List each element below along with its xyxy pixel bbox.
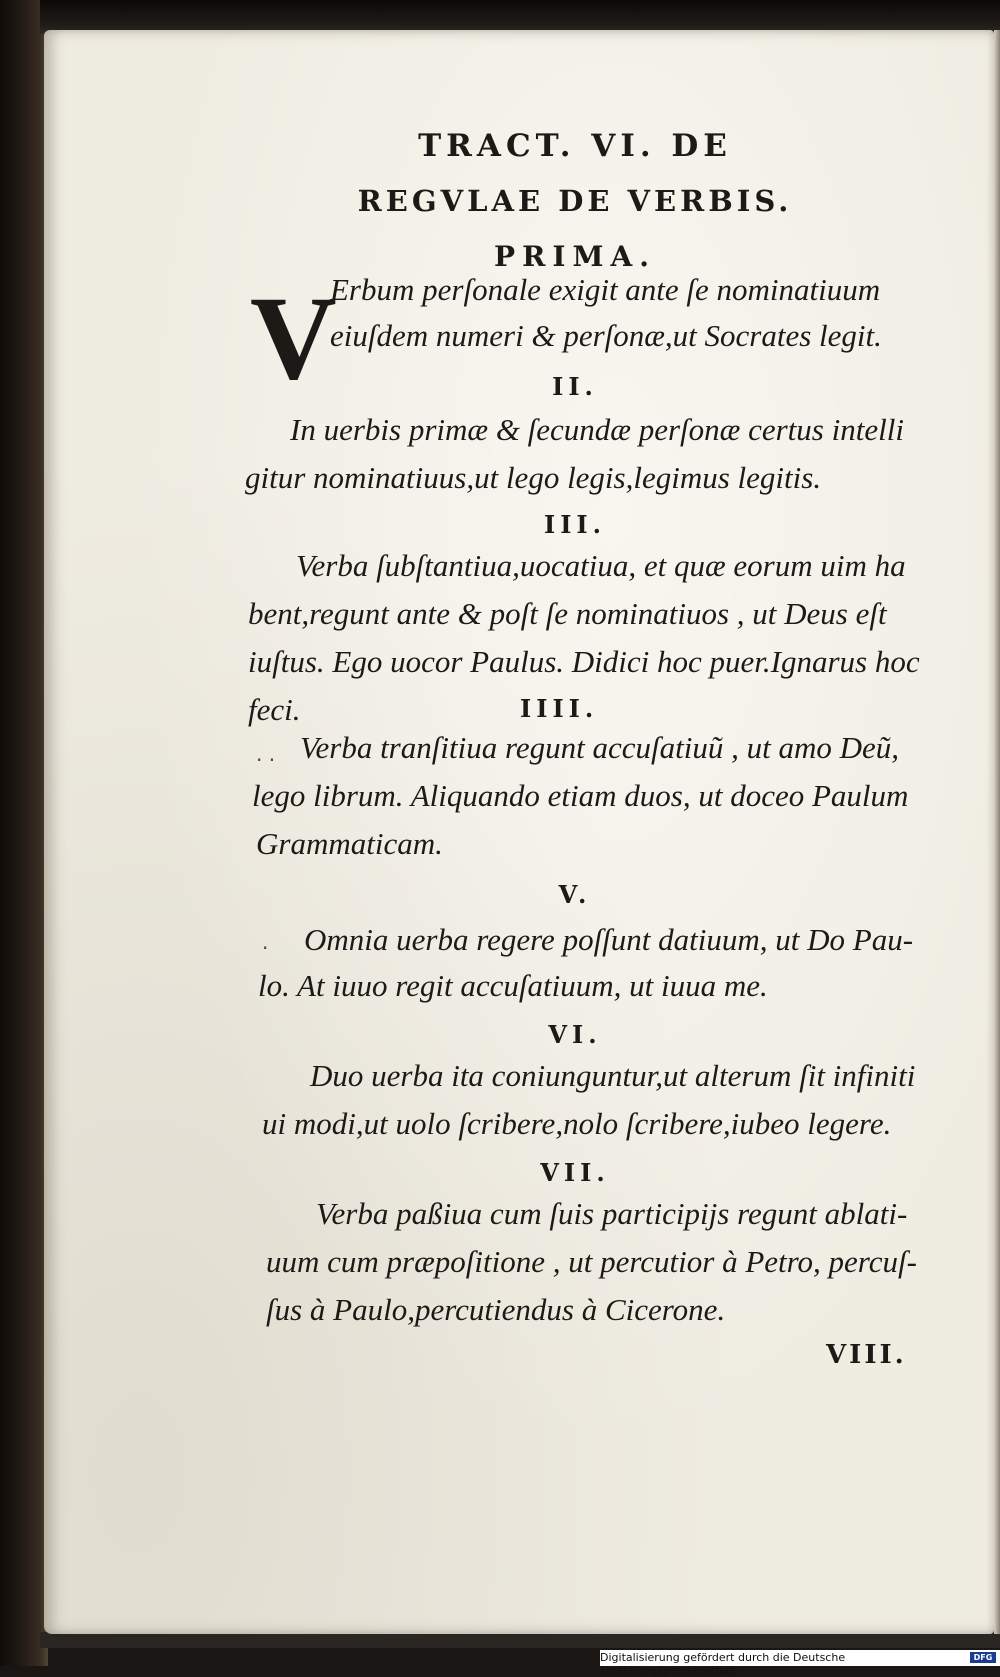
text-line: Verba paßiua cum ſuis participijs regunt ablati-: [316, 1196, 908, 1231]
text-line: lo. At iuuo regit accuſatiuum, ut iuua me.: [258, 968, 768, 1003]
text-line: In uerbis primæ & ſecundæ perſonæ certus intelli: [290, 412, 904, 447]
text-line: feci.: [248, 692, 301, 727]
text-line: Grammaticam.: [256, 826, 443, 861]
text-line: Verba ſubſtantiua,uocatiua, et quæ eorum uim ha: [296, 548, 906, 583]
rule-number: IIII.: [520, 694, 599, 723]
text-line: iuſtus. Ego uocor Paulus. Didici hoc puer.Ignarus hoc: [248, 644, 920, 679]
text-line: Duo uerba ita coniunguntur,ut alterum ſit infiniti: [310, 1058, 916, 1093]
text-line: lego librum. Aliquando etiam duos, ut doceo Paulum: [252, 778, 909, 813]
section-title: REGVLAE DE VERBIS.: [357, 184, 793, 218]
rule-number: VI.: [548, 1020, 602, 1049]
book-binding: [0, 0, 48, 1666]
rule-number: III.: [543, 510, 607, 539]
text-line: eiuſdem numeri & perſonæ,ut Socrates legit.: [330, 318, 882, 353]
rule-title-prima: PRIMA.: [494, 240, 656, 273]
book-top-edge: [40, 0, 1000, 34]
ink-mark: ·: [262, 936, 269, 960]
footer-bar: [600, 1650, 1000, 1677]
dfg-logo: DFG: [970, 1652, 996, 1663]
book-bottom-edge: [40, 1632, 1000, 1648]
text-line: Verba tranſitiua regunt accuſatiuũ , ut amo Deũ,: [300, 730, 899, 765]
text-line: Erbum perſonale exigit ante ſe nominatiuum: [330, 272, 881, 307]
drop-cap: V: [250, 271, 337, 404]
page-fore-edge: [994, 30, 1000, 1634]
catchword: VIII.: [826, 1340, 907, 1370]
text-line: gitur nominatiuus,ut lego legis,legimus legitis.: [245, 460, 822, 495]
rule-number: VII.: [540, 1158, 610, 1187]
text-line: Omnia uerba regere poſſunt datiuum, ut Do Pau-: [304, 922, 914, 957]
text-line: uum cum præpoſitione , ut percutior à Petro, percuſ-: [266, 1244, 917, 1279]
footer-credit: Digitalisierung gefördert durch die Deutsche Forschungsgemeinschaft -: [600, 1651, 846, 1677]
page-heading: TRACT. VI. DE: [418, 128, 732, 164]
text-line: ui modi,ut uolo ſcribere,nolo ſcribere,iubeo legere.: [262, 1106, 892, 1141]
rule-number: II.: [552, 372, 598, 401]
rule-number: V.: [558, 880, 592, 909]
text-line: ſus à Paulo,percutiendus à Cicerone.: [266, 1292, 726, 1327]
text-line: bent,regunt ante & poſt ſe nominatiuos , ut Deus eſt: [248, 596, 887, 631]
ink-mark: · ·: [256, 748, 276, 772]
